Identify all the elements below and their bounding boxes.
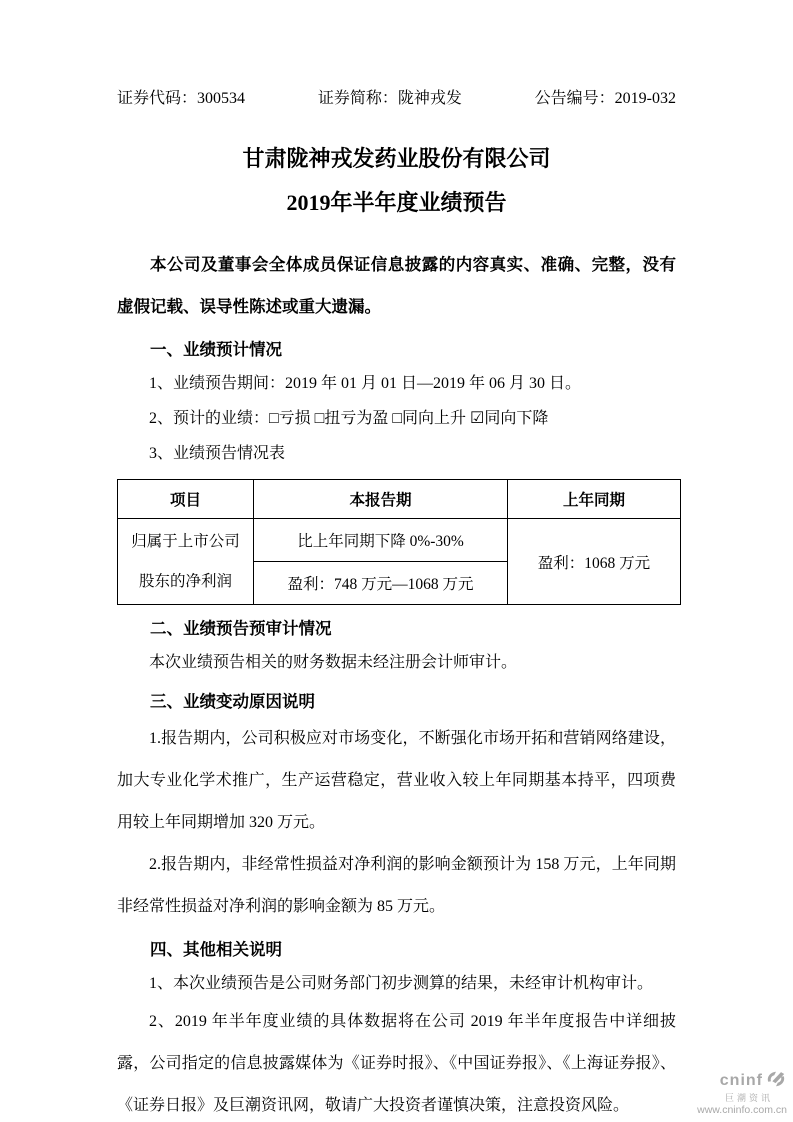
stock-name: 证券简称：陇神戎发 — [317, 90, 462, 107]
col-header-prior: 上年同期 — [508, 480, 681, 519]
announcement-number: 公告编号：2019-032 — [534, 90, 676, 107]
document-header — [117, 88, 676, 110]
row-label-line2: 股东的净利润 — [138, 572, 232, 590]
section4-heading: 四、其他相关说明 — [150, 940, 282, 959]
disclaimer-paragraph: 本公司及董事会全体成员保证信息披露的内容真实、准确、完整，没有虚假记载、误导性陈述或重大遗漏。 — [117, 255, 676, 316]
col-header-item: 项目 — [118, 480, 254, 519]
forecast-period-line: 1、业绩预告期间：2019 年 01 月 01 日—2019 年 06 月 30 日。 — [149, 375, 582, 392]
table-row — [118, 519, 681, 562]
page-title: 2019年半年度业绩预告 — [286, 190, 507, 215]
other-note-2: 2、2019 年半年度业绩的具体数据将在公司 2019 年半年度报告中详细披露，公司指定的信息披露媒体为《证券时报》、《中国证券报》、《上海证券报》、《证券日报》及巨潮资讯网，敬请广大投资者谨慎决策，注意投资风险。 — [117, 1013, 676, 1114]
other-note-1: 1、本次业绩预告是公司财务部门初步测算的结果，未经审计机构审计。 — [149, 975, 654, 992]
section1-heading: 一、业绩预计情况 — [150, 340, 282, 359]
audit-note: 本次业绩预告相关的财务数据未经注册会计师审计。 — [149, 654, 518, 671]
forecast-type-checkboxes: 2、预计的业绩：□亏损 □扭亏为盈 □同向上升 ☑同向下降 — [149, 410, 549, 427]
cninfo-logo-text: cninf — [719, 1072, 763, 1089]
reason-paragraph-1: 1.报告期内，公司积极应对市场变化，不断强化市场开拓和营销网络建设，加大专业化学术推广，生产运营稳定，营业收入较上年同期基本持平，四项费用较上年同期增加 320 万元。 — [117, 730, 676, 831]
cninfo-logo-row — [697, 1069, 787, 1093]
company-title: 甘肃陇神戎发药业股份有限公司 — [242, 146, 551, 171]
col-header-current: 本报告期 — [254, 480, 508, 519]
title-block — [117, 144, 676, 218]
current-period-range: 盈利：748 万元—1068 万元 — [254, 562, 508, 605]
reason-paragraph-2: 2.报告期内，非经常性损益对净利润的影响金额预计为 158 万元，上年同期非经常性损益对净利润的影响金额为 85 万元。 — [117, 856, 676, 915]
row-label-line1: 归属于上市公司 — [131, 532, 240, 550]
section2-heading: 二、业绩预告预审计情况 — [150, 619, 332, 638]
current-period-change: 比上年同期下降 0%-30% — [254, 519, 508, 562]
table-header-row — [118, 480, 681, 519]
prior-period-value: 盈利：1068 万元 — [508, 519, 681, 605]
stock-code: 证券代码：300534 — [117, 90, 246, 107]
row-label-net-profit — [118, 519, 254, 605]
cninfo-swirl-icon — [765, 1069, 787, 1093]
cninfo-chinese-label: 巨潮资讯 — [724, 1093, 773, 1103]
cninfo-url: www.cninfo.com.cn — [697, 1104, 787, 1116]
section3-heading: 三、业绩变动原因说明 — [150, 692, 315, 711]
forecast-table — [117, 479, 681, 605]
forecast-table-caption: 3、业绩预告情况表 — [149, 445, 286, 462]
cninfo-logo — [697, 1069, 787, 1117]
